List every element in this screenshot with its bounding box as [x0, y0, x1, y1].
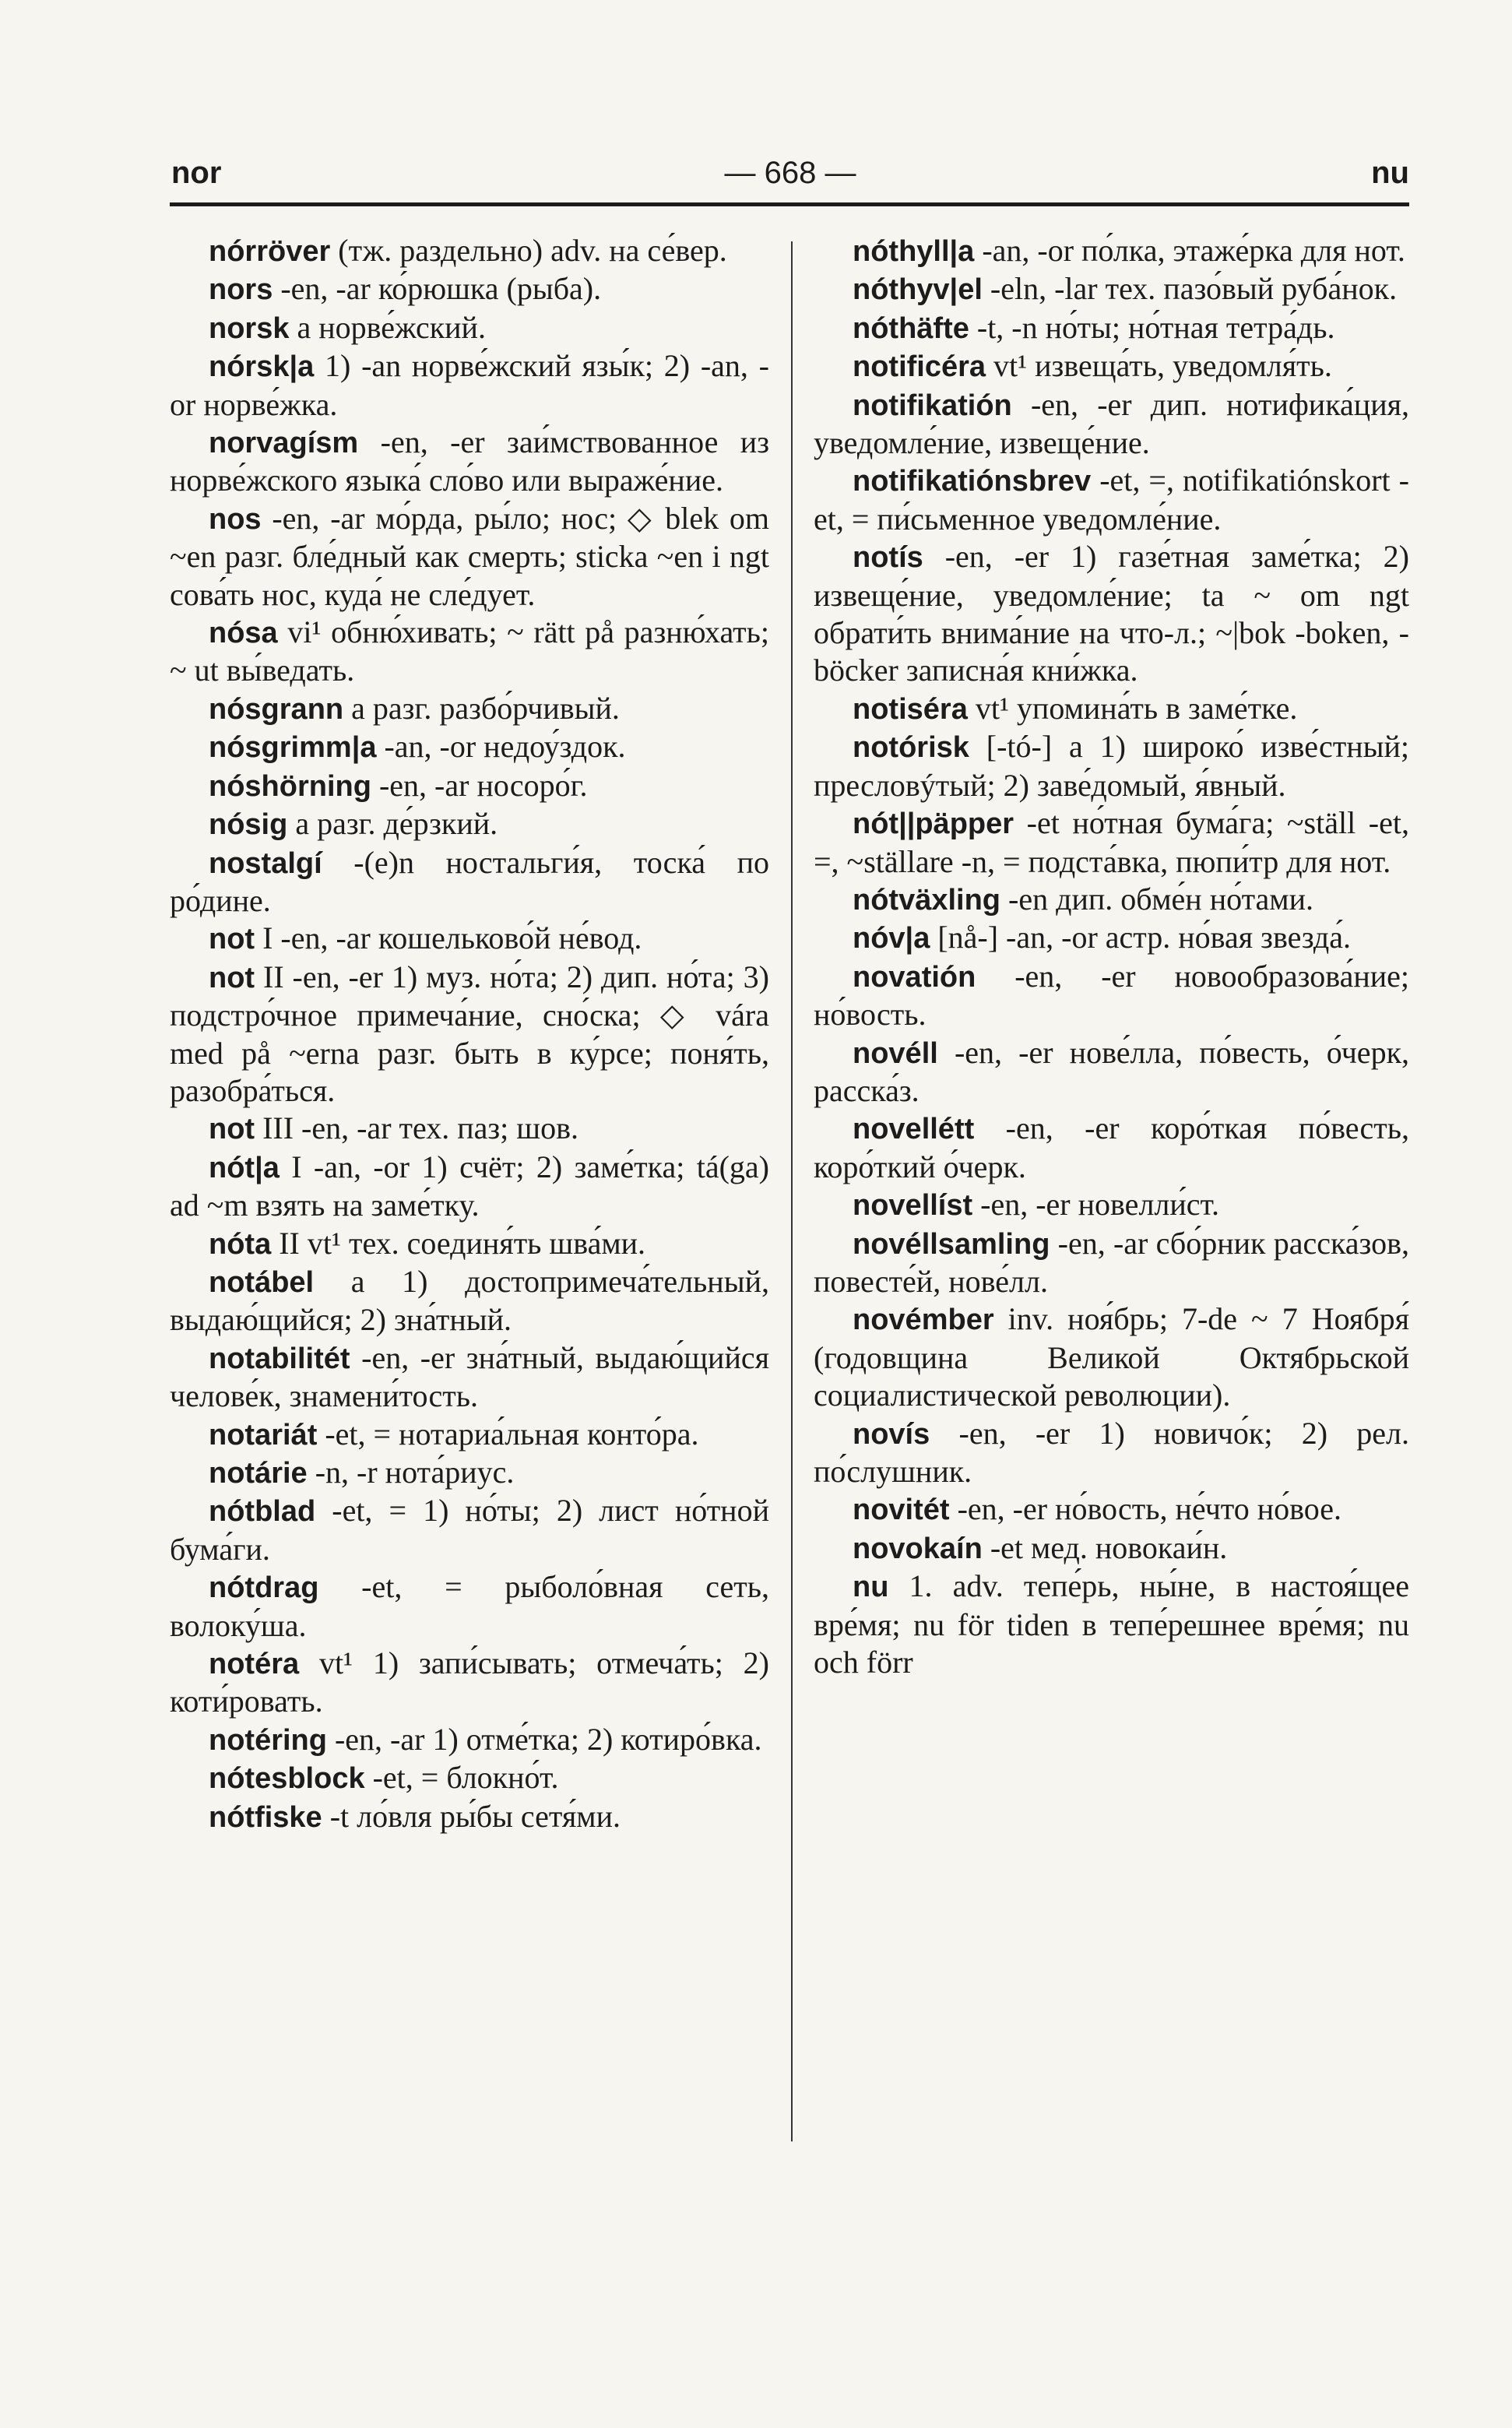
- entry-headword: notifikatiónsbrev: [853, 465, 1092, 498]
- dictionary-entry: [170, 1339, 769, 1416]
- entry-definition: -(e)n ностальги́я, тоска́ по ро́дине.: [170, 844, 769, 918]
- dictionary-entry: [170, 1492, 769, 1568]
- entry-definition: [-tó-] a 1) широко́ изве́стный; пресловýтый; 2) заве́домый, я́вный.: [814, 729, 1409, 803]
- entry-definition: vt¹ извеща́ть, уведомля́ть.: [986, 348, 1332, 384]
- dictionary-entry: [170, 1759, 769, 1797]
- header-left-guideword: nor: [171, 156, 222, 190]
- entry-definition: -en, -er заи́мствованное из норве́жского языка́ сло́во или выраже́ние.: [170, 424, 769, 498]
- entry-definition: vt¹ упомина́ть в заме́тке.: [967, 690, 1298, 726]
- entry-headword: nors: [209, 273, 273, 307]
- entry-definition: -et, = 1) но́ты; 2) лист но́тной бума́ги.: [170, 1493, 769, 1567]
- entry-headword: nósgrimm|a: [209, 731, 377, 765]
- dictionary-entry: [814, 232, 1409, 270]
- entry-definition: -n, -r нота́риус.: [307, 1455, 515, 1490]
- dictionary-entry: [170, 1454, 769, 1492]
- entry-definition: a 1) достопримеча́тельный, выдаю́щийся; 2) зна́тный.: [170, 1263, 769, 1338]
- dictionary-entry: [170, 1645, 769, 1721]
- entry-headword: nóthyv|el: [853, 273, 983, 307]
- entry-definition: I -an, -or 1) счёт; 2) заме́тка; tá(ga) ad ~m взять на заме́тку.: [170, 1149, 769, 1223]
- dictionary-entry: [170, 1225, 769, 1263]
- entry-headword: notórisk: [853, 731, 969, 765]
- entry-headword: notábel: [209, 1265, 315, 1299]
- entry-definition: -et но́тная бума́га; ~ställ -et, =, ~ställare -n, = подста́вка, пюпи́тр для нот.: [814, 805, 1409, 879]
- entry-definition: -en, -er новообразова́ние; но́вость.: [814, 958, 1409, 1033]
- entry-headword: nóthyll|a: [853, 235, 975, 268]
- dictionary-entry: [170, 424, 769, 500]
- entry-headword: novellíst: [853, 1189, 973, 1223]
- dictionary-entry: [170, 767, 769, 805]
- entry-headword: nórröver: [209, 235, 331, 268]
- dictionary-entry: [170, 500, 769, 614]
- entry-headword: nóta: [209, 1227, 272, 1261]
- entry-definition: -en, -er дип. нотифика́ция, уведомле́ние, извеще́ние.: [814, 386, 1409, 461]
- entry-headword: nót||päpper: [853, 808, 1014, 841]
- entry-headword: nóshörning: [209, 769, 371, 803]
- entry-definition: -t, -n но́ты; но́тная тетра́дь.: [969, 309, 1335, 345]
- entry-definition: -et, =, notifikatiónskort -et, = пи́сьменное уведомле́ние.: [814, 463, 1409, 537]
- entry-definition: -en, -er зна́тный, выдаю́щийся челове́к, знамени́тость.: [170, 1339, 769, 1414]
- dictionary-entry: [170, 347, 769, 424]
- entry-definition: -et, = рыболо́вная сеть, волоку́ша.: [170, 1569, 769, 1643]
- dictionary-entry: [814, 1529, 1409, 1568]
- entry-definition: a разг. разбо́рчивый.: [343, 690, 620, 726]
- dictionary-entry: [170, 805, 769, 843]
- entry-definition: -et мед. новокаи́н.: [982, 1529, 1228, 1565]
- entry-headword: notificéra: [853, 350, 986, 384]
- entry-headword: notifikatión: [853, 389, 1012, 422]
- entry-definition: II -en, -er 1) муз. но́та; 2) дип. но́та; 3) подстро́чное примеча́ние, сно́ска; ◇ vára med på ~erna разг. быть в ку́рсе; поня́ть, разобра́ться.: [170, 959, 769, 1108]
- entry-headword: novellétt: [853, 1113, 975, 1146]
- entry-definition: -en, -ar носоро́г.: [371, 767, 588, 803]
- dictionary-entry: [814, 1034, 1409, 1110]
- dictionary-entry: [170, 1568, 769, 1645]
- entry-definition: 1) -an норве́жский язы́к; 2) -an, -or норве́жка.: [170, 348, 769, 422]
- entry-headword: notéring: [209, 1723, 327, 1757]
- entry-headword: nu: [853, 1571, 889, 1604]
- entry-headword: novokaín: [853, 1532, 983, 1565]
- dictionary-entry: [170, 614, 769, 690]
- entry-headword: nósig: [209, 808, 288, 842]
- entry-definition: -en, -er новелли́ст.: [972, 1187, 1219, 1223]
- entry-definition: II vt¹ тех. соединя́ть шва́ми.: [271, 1225, 646, 1261]
- entry-definition: vi¹ обню́хивать; ~ rätt på разню́хать; ~ ut вы́ведать.: [170, 614, 769, 688]
- entry-headword: nótfiske: [209, 1800, 322, 1834]
- entry-definition: [nå-] -an, -or астр. но́вая звезда́.: [930, 920, 1352, 955]
- column-divider: [791, 241, 793, 2141]
- entry-definition: III -en, -ar тех. паз; шов.: [255, 1110, 578, 1146]
- entry-headword: not: [209, 1113, 255, 1146]
- dictionary-entry: [170, 1798, 769, 1836]
- entry-headword: nósa: [209, 617, 278, 650]
- entry-definition: -en, -er но́вость, не́что но́вое.: [949, 1491, 1342, 1527]
- page-number: — 668 —: [724, 156, 856, 190]
- entry-headword: norsk: [209, 311, 290, 345]
- entry-headword: nostalgí: [209, 846, 322, 880]
- dictionary-entry: [814, 804, 1409, 881]
- entry-definition: a норве́жский.: [289, 309, 486, 345]
- entry-headword: nóv|a: [853, 922, 930, 955]
- dictionary-entry: [170, 232, 769, 270]
- entry-definition: (тж. раздельно) adv. на се́вер.: [330, 233, 727, 268]
- entry-headword: novémber: [853, 1304, 994, 1337]
- entry-headword: novatión: [853, 960, 976, 994]
- dictionary-entry: [814, 347, 1409, 385]
- entry-headword: novéllsamling: [853, 1227, 1050, 1261]
- dictionary-entry: [170, 1110, 769, 1148]
- entry-headword: notís: [853, 541, 923, 575]
- entry-headword: notéra: [209, 1648, 300, 1681]
- entry-definition: -en, -ar сбо́рник расска́зов, повесте́й, нове́лл.: [814, 1225, 1409, 1299]
- entry-headword: notabilitét: [209, 1342, 350, 1375]
- entry-definition: inv. ноя́брь; 7-de ~ 7 Ноября́ (годовщина Великой Октябрьской социалистической революции).: [814, 1301, 1409, 1413]
- entry-definition: -et, = нотариа́льная конто́ра.: [317, 1416, 699, 1452]
- dictionary-entry: [814, 1300, 1409, 1414]
- entry-definition: -en, -ar 1) отме́тка; 2) котиро́вка.: [326, 1721, 762, 1757]
- dictionary-entry: [814, 462, 1409, 538]
- dictionary-entry: [814, 386, 1409, 463]
- dictionary-entry: [170, 1149, 769, 1225]
- entry-headword: novitét: [853, 1494, 950, 1527]
- dictionary-entry: [170, 1416, 769, 1454]
- entry-definition: -t ло́вля ры́бы сетя́ми.: [322, 1798, 621, 1834]
- entry-definition: vt¹ 1) запи́сывать; отмеча́ть; 2) коти́ровать.: [170, 1645, 769, 1719]
- entry-definition: -et, = блокно́т.: [364, 1760, 559, 1796]
- entry-definition: -en, -er нове́лла, по́весть, о́черк, расска́з.: [814, 1034, 1409, 1108]
- dictionary-entry: [814, 1415, 1409, 1491]
- entry-headword: notiséra: [853, 692, 968, 726]
- entry-headword: not: [209, 961, 255, 994]
- entry-headword: not: [209, 923, 255, 956]
- entry-definition: I -en, -ar кошельково́й не́вод.: [255, 920, 642, 956]
- dictionary-entry: [170, 270, 769, 308]
- entry-definition: -en, -ar мо́рда, ры́ло; нос; ◇ blek om ~en разг. бле́дный как смерть; sticka ~en i ngt сова́ть нос, куда́ не сле́дует.: [170, 500, 769, 612]
- dictionary-entry: [814, 538, 1409, 690]
- entry-headword: nótdrag: [209, 1571, 319, 1605]
- entry-headword: novéll: [853, 1036, 938, 1070]
- dictionary-entry: [814, 1225, 1409, 1301]
- dictionary-entry: [814, 919, 1409, 957]
- entry-headword: nóthäfte: [853, 311, 969, 345]
- entry-headword: nótblad: [209, 1495, 316, 1529]
- dictionary-entry: [814, 881, 1409, 919]
- entry-definition: -en, -er 1) газе́тная заме́тка; 2) извеще́ние, уведомле́ние; ta ~ om ngt обрати́ть внима́ние на что-л.; ~|bok -boken, -böcker записна́я кни́жка.: [814, 539, 1409, 688]
- entry-definition: -an, -or по́лка, этаже́рка для нот.: [974, 233, 1405, 268]
- header-rule: [170, 202, 1409, 206]
- entry-definition: -an, -or недоу́здок.: [376, 729, 626, 765]
- entry-headword: norvagísm: [209, 427, 359, 460]
- entry-headword: notariát: [209, 1418, 318, 1452]
- entry-definition: -en дип. обме́н но́тами.: [1000, 881, 1314, 917]
- dictionary-entry: [814, 958, 1409, 1034]
- header-right-guideword: nu: [1371, 156, 1409, 190]
- entry-definition: -eln, -lar тех. пазо́вый руба́нок.: [982, 271, 1398, 307]
- dictionary-entry: [814, 270, 1409, 308]
- entry-headword: novís: [853, 1417, 930, 1451]
- entry-headword: nórsk|a: [209, 350, 315, 384]
- entry-definition: -en, -er коро́ткая по́весть, коро́ткий о́черк.: [814, 1110, 1409, 1184]
- dictionary-entry: [814, 728, 1409, 804]
- dictionary-entry: [814, 309, 1409, 347]
- dictionary-entry: [170, 920, 769, 958]
- entry-headword: nótväxling: [853, 883, 1001, 917]
- entry-definition: -en, -er 1) новичо́к; 2) рел. по́слушник.: [814, 1415, 1409, 1489]
- dictionary-entry: [170, 959, 769, 1110]
- dictionary-entry: [814, 1490, 1409, 1529]
- dictionary-entry: [170, 690, 769, 728]
- entry-definition: 1. adv. тепе́рь, ны́не, в настоя́щее вре́мя; nu för tiden в тепе́решнее вре́мя; nu och förr: [814, 1568, 1409, 1680]
- entry-headword: nótesblock: [209, 1762, 365, 1796]
- entry-headword: notárie: [209, 1457, 308, 1490]
- entry-definition: -en, -ar ко́рюшка (рыба).: [273, 271, 602, 307]
- dictionary-entry: [814, 690, 1409, 728]
- right-column: [814, 232, 1409, 1681]
- entry-definition: a разг. де́рзкий.: [287, 806, 498, 842]
- dictionary-entry: [170, 309, 769, 347]
- entry-headword: nos: [209, 502, 262, 536]
- dictionary-entry: [814, 1186, 1409, 1224]
- entry-headword: nót|a: [209, 1151, 280, 1184]
- dictionary-entry: [170, 1721, 769, 1759]
- dictionary-entry: [814, 1110, 1409, 1186]
- dictionary-entry: [170, 728, 769, 766]
- left-column: [170, 232, 769, 1836]
- dictionary-entry: [170, 844, 769, 920]
- dictionary-entry: [170, 1263, 769, 1339]
- running-header: [171, 156, 1409, 202]
- entry-headword: nósgrann: [209, 692, 344, 726]
- dictionary-entry: [814, 1568, 1409, 1681]
